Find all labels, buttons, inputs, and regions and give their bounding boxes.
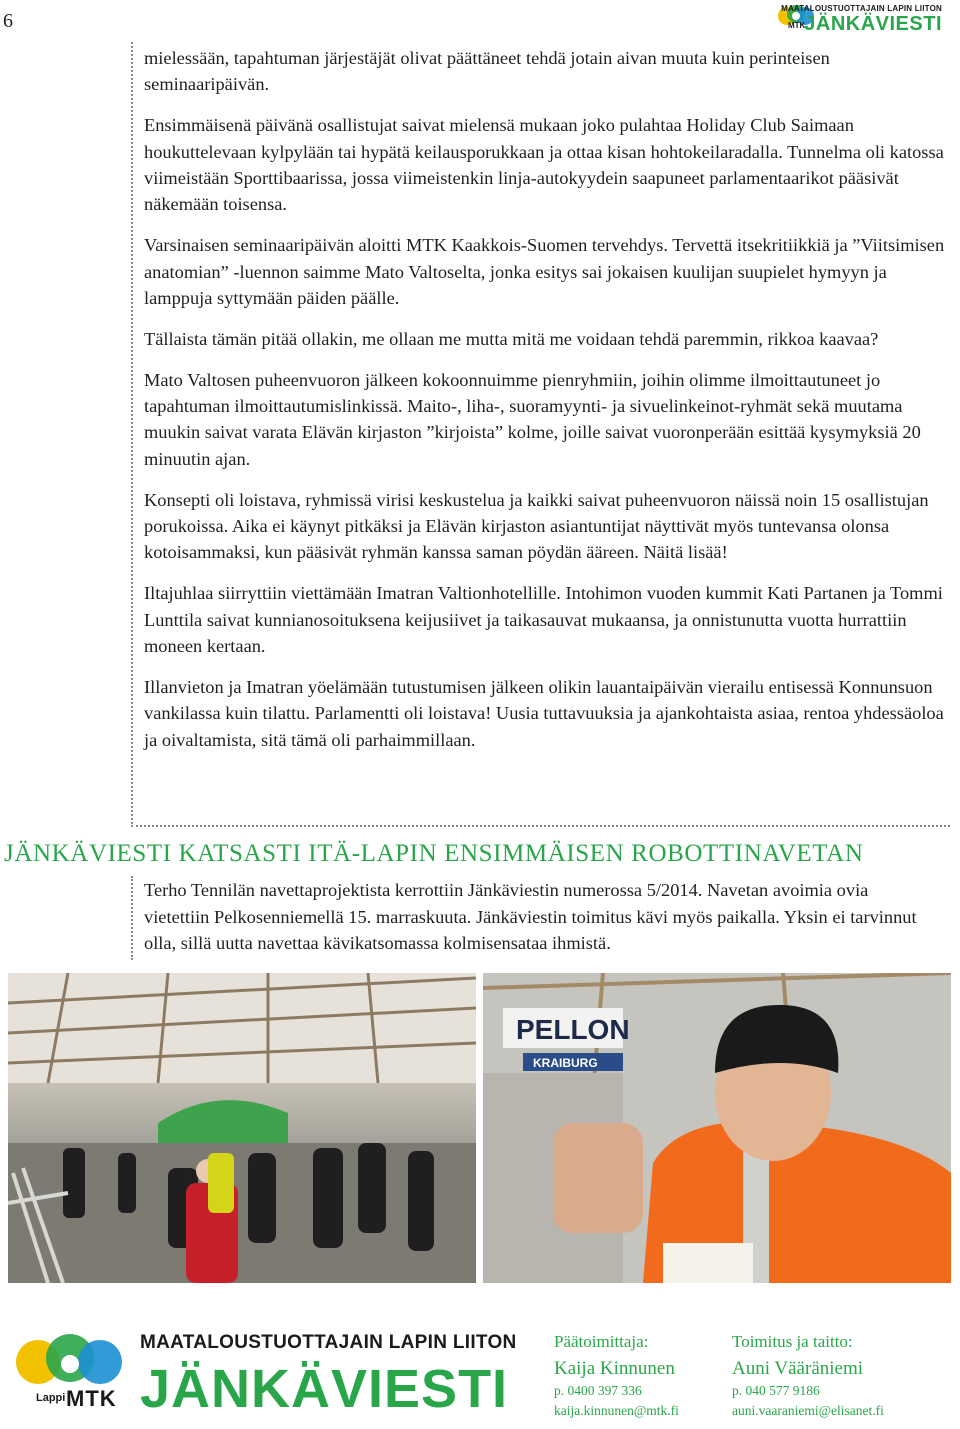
article-body <box>144 45 954 767</box>
header-title: JÄNKÄVIESTI <box>804 13 942 35</box>
paragraph: Iltajuhlaa siirryttiin viettämään Imatran Valtionhotellille. Intohimon vuoden kummit Kati Partanen ja Tommi Lunttila saivat kunnianosoituksena keijusiivet ja taikasauvat mukaansa, ja onnistunutta vuotta hurrattiin moneen kertaan. <box>144 583 943 657</box>
footer-lappi: Lappi <box>36 1392 66 1404</box>
footer-title: JÄNKÄVIESTI <box>140 1359 509 1419</box>
dotted-divider-vertical-lead <box>131 876 133 960</box>
page-number: 6 <box>3 10 13 32</box>
paragraph: Varsinaisen seminaaripäivän aloitti MTK Kaakkois-Suomen tervehdys. Tervettä itsekritiikkiä ja ”Viitsimisen anatomian” -luennon saimme Mato Valtoselta, jonka esitys sai jokaisen kuulijan suupielet hymyyn ja lamppuja syttymään päiden päälle. <box>144 235 945 309</box>
pellon-sign: PELLON <box>516 1014 630 1045</box>
paragraph: Konsepti oli loistava, ryhmissä virisi keskustelua ja kaikki saivat puheenvuoron näissä noin 15 osallistujan porukoissa. Aika ei käynyt pitkäksi ja Elävän kirjaston asiantuntijat näyttivät myös tuntevansa olonsa kotoisammaksi, kun pääsivät ryhmän kanssa saman pöydän ääreen. Näitä lisää! <box>144 489 929 563</box>
layout-label: Toimitus ja taitto: <box>732 1332 853 1351</box>
footer-layout <box>732 1332 884 1420</box>
editor-phone: p. 0400 397 336 <box>554 1383 642 1398</box>
section-lead: Terho Tennilän navettaprojektista kerrottiin Jänkäviestin numerossa 5/2014. Navetan avoimia ovia vietettiin Pelkosenniemellä 15. marraskuuta. Jänkäviestin toimitus kävi myös paikalla. Yksin ei tarvinnut olla, sillä uutta navettaa kävikatsomassa kolmisensataa ihmistä. <box>144 880 917 954</box>
paragraph: Ensimmäisenä päivänä osallistujat saivat mielensä mukaan joko pulahtaa Holiday Club Saimaan houkuttelevaan kylpylään tai hypätä keilausporukkaan ja ottaa kisan hohtokeilaradalla. Tunnelma oli katossa viimeistään Sporttibaarissa, jossa viimeistenkin linja-autokyydein saapuneet parlamentaarikot pääsivät näkemään toisensa. <box>144 115 944 215</box>
dotted-divider-vertical <box>131 42 133 824</box>
section-headline: JÄNKÄVIESTI KATSASTI ITÄ-LAPIN ENSIMMÄISEN ROBOTTINAVETAN <box>4 840 864 867</box>
svg-text:KRAIBURG: KRAIBURG <box>533 1056 598 1070</box>
header-mtk: MTK <box>788 21 806 30</box>
paragraph: Illanvieton ja Imatran yöelämään tutustumisen jälkeen olikin lauantaipäivän vierailu entisessä Konnunsuon vankilassa kuin tilattu. Parlamentti oli loistava! Uusia tuttavuuksia ja ajankohtaista asiaa, rentoa yhdessäoloa ja oivaltamista, sitä tämä oli parhaimmillaan. <box>144 676 944 750</box>
paragraph: Tällaista tämän pitää ollakin, me ollaan me mutta mitä me voidaan tehdä paremmin, rikkoa kaavaa? <box>144 328 879 349</box>
footer <box>0 1312 960 1429</box>
footer-editor <box>554 1332 679 1420</box>
editor-email[interactable]: kaija.kinnunen@mtk.fi <box>554 1403 679 1418</box>
layout-name: Auni Vääräniemi <box>732 1358 864 1379</box>
footer-org: MAATALOUSTUOTTAJAIN LAPIN LIITON <box>140 1332 517 1353</box>
editor-name: Kaija Kinnunen <box>554 1358 675 1379</box>
layout-phone: p. 040 577 9186 <box>732 1383 820 1398</box>
footer-logo-icon <box>14 1332 126 1394</box>
header-org: MAATALOUSTUOTTAJAIN LAPIN LIITON <box>781 4 942 13</box>
barn-interior-photo <box>8 973 476 1283</box>
header-logo <box>776 2 952 34</box>
paragraph: Mato Valtosen puheenvuoron jälkeen kokoonnuimme pienryhmiin, joihin olimme ilmoittautuneet jo tapahtuman ilmoittautumislinkissä. Maito-, liha-, suoramyynti- ja sivuelinkeinot-ryhmät sekä muutama muukin saivat varata Elävän kirjaston ”kirjoista” kolme, joille saivat vuoronperään esittää kysymyksiä 20 minuutin ajan. <box>144 369 921 469</box>
paragraph: mielessään, tapahtuman järjestäjät olivat päättäneet tehdä jotain aivan muuta kuin perinteisen seminaaripäivän. <box>144 48 830 95</box>
layout-email[interactable]: auni.vaaraniemi@elisanet.fi <box>732 1403 884 1418</box>
footer-mtk: MTK <box>66 1386 117 1411</box>
editor-label: Päätoimittaja: <box>554 1332 649 1351</box>
dotted-divider-horizontal <box>131 825 950 827</box>
farmer-photo <box>483 973 951 1283</box>
